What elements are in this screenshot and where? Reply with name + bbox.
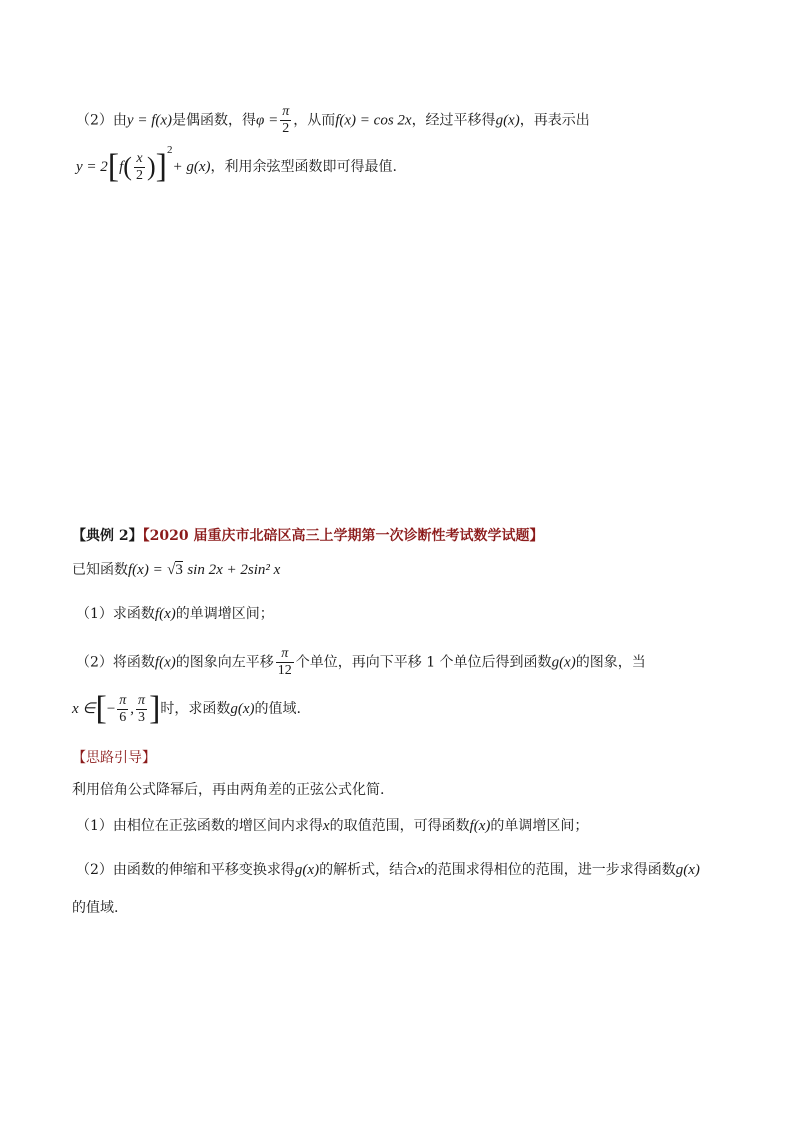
- fraction-pi-over-6: [117, 693, 128, 726]
- guide-l3-b: 的解析式，结合: [319, 862, 418, 878]
- fraction-pi-over-2: [280, 104, 291, 137]
- guide-l2-c: 的单调增区间；: [490, 818, 589, 834]
- guide-line-2: [76, 816, 588, 836]
- math-g: g(x): [551, 654, 576, 671]
- question-2-line-2: [72, 692, 301, 726]
- text-express: ，再表示出: [519, 112, 590, 129]
- frac-num: π: [119, 692, 127, 708]
- math-g: g(x): [495, 112, 520, 129]
- fraction-x-over-2: [134, 151, 145, 184]
- guide-l3-a: （2）由函数的伸缩和平移变换求得: [76, 862, 295, 878]
- solution-label: （2）由: [76, 112, 127, 129]
- solution-line-2: [76, 144, 397, 185]
- math-x-in: x ∈: [72, 701, 96, 717]
- right-bracket: ]: [155, 148, 167, 185]
- interval-right-bracket: ]: [149, 690, 161, 727]
- math-y-lhs: y = 2: [76, 159, 108, 175]
- math-y-eq-f: y = f(x): [126, 112, 173, 129]
- q2-text-f: 的值域.: [254, 701, 301, 717]
- text-even-function: 是偶函数，得: [172, 112, 257, 129]
- math-f: f(x): [154, 606, 176, 622]
- math-f-def-lhs: f(x) =: [128, 562, 163, 578]
- frac-den: 2: [280, 120, 291, 137]
- sqrt-3: √3: [167, 562, 183, 578]
- frac-den: 12: [277, 663, 292, 678]
- example-source: 【2020 届重庆市北碚区高三上学期第一次诊断性考试数学试题】: [142, 528, 544, 544]
- frac-num: π: [138, 692, 146, 708]
- text-use-cosine: ，利用余弦型函数即可得最值.: [210, 159, 397, 175]
- math-g: g(x): [230, 701, 255, 717]
- given-function: [72, 560, 280, 580]
- frac-num: x: [136, 150, 143, 166]
- frac-den: 3: [136, 709, 147, 726]
- math-phi-eq: φ =: [256, 112, 279, 129]
- minus-sign: −: [106, 701, 116, 717]
- q2-text-b: 的图象向左平移: [175, 654, 274, 671]
- q1-text: （1）求函数: [76, 606, 155, 622]
- guide-l2-b: 的取值范围，可得函数: [329, 818, 470, 834]
- q2-text-a: （2）将函数: [76, 654, 155, 671]
- interval-left-bracket: [: [95, 690, 107, 727]
- math-x: x: [322, 818, 330, 834]
- guide-line-3: [76, 860, 700, 880]
- math-f: f: [119, 159, 124, 175]
- math-g: g(x): [675, 862, 700, 878]
- guide-l2-a: （1）由相位在正弦函数的增区间内求得: [76, 818, 323, 834]
- frac-den: 6: [117, 709, 128, 726]
- example-label: 【典例 2】: [72, 528, 143, 544]
- guide-title: 【思路引导】: [72, 750, 156, 766]
- math-g: g(x): [294, 862, 320, 878]
- left-paren: (: [123, 152, 132, 181]
- math-f-cos: f(x) = cos 2x: [335, 112, 412, 129]
- question-1: [76, 604, 274, 624]
- left-bracket: [: [107, 148, 120, 185]
- q2-text-e: 时，求函数: [160, 701, 231, 717]
- math-f: f(x): [154, 654, 176, 671]
- sqrt-radicand: 3: [175, 562, 183, 578]
- q2-text-c: 个单位，再向下平移 1 个单位后得到函数: [295, 654, 552, 671]
- math-plus-g: + g(x): [172, 159, 211, 175]
- math-f-def-rhs: sin 2x + 2sin² x: [187, 562, 281, 578]
- right-paren: ): [146, 152, 156, 181]
- guide-line-4: 的值域.: [72, 900, 119, 916]
- text-from: ，从而: [293, 112, 336, 129]
- math-f: f(x): [469, 818, 491, 834]
- comma: ,: [130, 701, 135, 717]
- example-heading: [72, 526, 543, 546]
- guide-l3-c: 的范围求得相位的范围，进一步求得函数: [423, 862, 676, 878]
- frac-num: π: [281, 646, 289, 661]
- math-x: x: [417, 862, 424, 878]
- text-shift: ，经过平移得: [411, 112, 496, 129]
- frac-num: π: [282, 104, 290, 119]
- frac-den: 2: [135, 167, 143, 183]
- question-2-line-1: [76, 646, 646, 679]
- q1-end: 的单调增区间；: [175, 606, 274, 622]
- fraction-pi-over-12: [276, 646, 294, 679]
- exponent-2: 2: [166, 144, 173, 157]
- text-given: 已知函数: [72, 562, 128, 578]
- q2-text-d: 的图象，当: [575, 654, 646, 671]
- solution-line-1: [76, 104, 590, 137]
- guide-line-1: 利用倍角公式降幂后，再由两角差的正弦公式化简.: [72, 782, 385, 798]
- fraction-pi-over-3: [136, 693, 147, 726]
